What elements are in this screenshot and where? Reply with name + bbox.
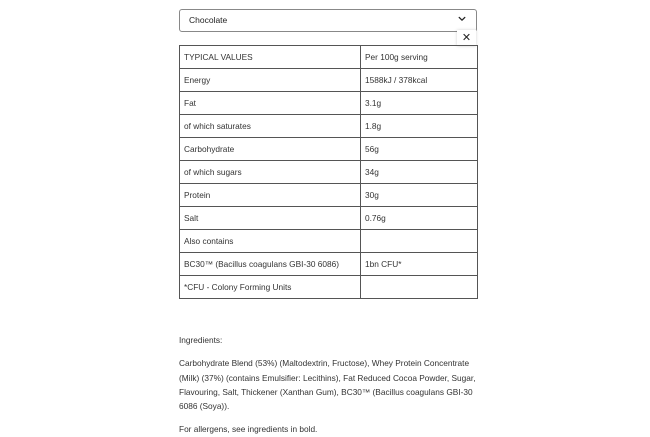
nutrient-name: Also contains [180, 230, 361, 253]
nutrient-value: 1.8g [361, 115, 478, 138]
table-row [180, 184, 478, 207]
ingredients-heading: Ingredients: [179, 335, 223, 345]
nutrient-name: Protein [180, 184, 361, 207]
table-row [180, 253, 478, 276]
close-button[interactable] [457, 30, 476, 46]
flavour-select[interactable] [179, 9, 477, 32]
nutrient-value: 1bn CFU* [361, 253, 478, 276]
nutrient-value [361, 230, 478, 253]
close-icon: ✕ [461, 32, 472, 44]
nutrient-name: Fat [180, 92, 361, 115]
nutrient-value: 34g [361, 161, 478, 184]
nutrient-value: 1588kJ / 378kcal [361, 69, 478, 92]
table-row [180, 115, 478, 138]
nutrient-name: of which saturates [180, 115, 361, 138]
allergens-note: For allergens, see ingredients in bold. [179, 424, 318, 435]
nutrient-name: of which sugars [180, 161, 361, 184]
header-cell: TYPICAL VALUES [180, 46, 361, 69]
table-row [180, 92, 478, 115]
nutrition-table [179, 45, 478, 299]
table-row [180, 69, 478, 92]
nutrient-name: Energy [180, 69, 361, 92]
nutrient-name: *CFU - Colony Forming Units [180, 276, 361, 299]
ingredients-text: Carbohydrate Blend (53%) (Maltodextrin, Fructose), Whey Protein Concentrate (Milk) (37%) (contains Emulsifier: Lecithins), Fat Reduced Cocoa Powder, Sugar, Flavouring, Salt, Thickener (Xanthan Gum), BC30™ (Bacillus coagulans GBI-30 6086 (Soya)). [179, 358, 476, 412]
table-row [180, 138, 478, 161]
nutrient-value [361, 276, 478, 299]
nutrient-value: 56g [361, 138, 478, 161]
ingredients-section [179, 333, 479, 437]
nutrient-value: 3.1g [361, 92, 478, 115]
table-row [180, 161, 478, 184]
nutrient-name: Carbohydrate [180, 138, 361, 161]
table-row [180, 230, 478, 253]
table-row [180, 207, 478, 230]
flavour-select-value: Chocolate [189, 15, 228, 25]
table-row [180, 276, 478, 299]
nutrient-name: BC30™ (Bacillus coagulans GBI-30 6086) [180, 253, 361, 276]
flavour-label [179, 0, 209, 1]
nutrient-name: Salt [180, 207, 361, 230]
header-cell: Per 100g serving [361, 46, 478, 69]
table-header-row [180, 46, 478, 69]
nutrient-value: 30g [361, 184, 478, 207]
chevron-down-icon [458, 15, 466, 23]
nutrient-value: 0.76g [361, 207, 478, 230]
